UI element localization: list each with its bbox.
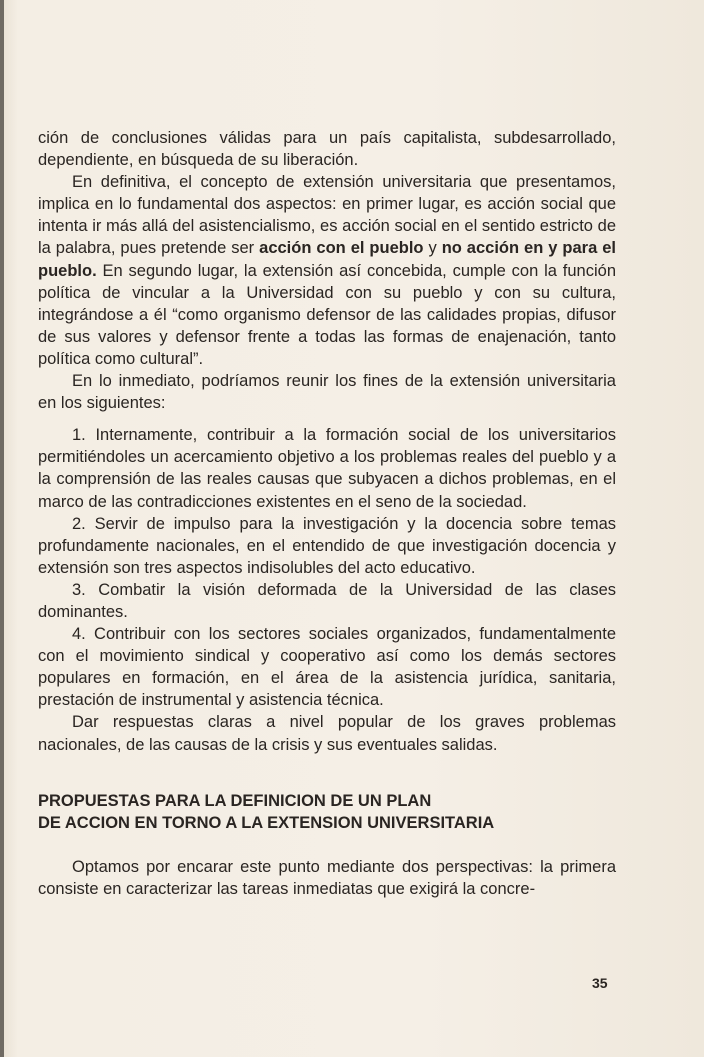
- paragraph-text: y: [423, 239, 442, 258]
- list-item: 2. Servir de impulso para la investigación y la docencia sobre temas profundamente nacionales, en el entendido de que investigación docencia y extensión son tres aspectos indisolubles del acto educativo.: [38, 514, 616, 577]
- paragraph-text: En definitiva, el concepto de extensión universitaria que presentamos, implica en lo fundamental dos aspectos: en primer lugar, es acción social que intenta ir más allá del asistencialismo, es acción social en el sentido estricto de la palabra, pues pretende ser: [38, 173, 616, 258]
- paragraph-definition: [38, 171, 616, 370]
- list-item: 1. Internamente, contribuir a la formación social de los universitarios permitiéndoles un acercamiento objetivo a los problemas reales del pueblo y a la comprensión de las reales causas que subyacen a dichos problemas, en el marco de las contradicciones existentes en el seno de la sociedad.: [38, 426, 616, 511]
- section-heading: [38, 790, 616, 834]
- spacer: [38, 414, 616, 424]
- list-item: 3. Combatir la visión deformada de la Universidad de las clases dominantes.: [38, 580, 616, 621]
- spacer: [38, 834, 616, 856]
- bold-phrase: no acción en y para el pueblo.: [38, 239, 616, 280]
- bold-phrase: acción con el pueblo: [259, 239, 424, 258]
- heading-line: DE ACCION EN TORNO A LA EXTENSION UNIVERSITARIA: [38, 813, 495, 832]
- paragraph-responses: Dar respuestas claras a nivel popular de los graves problemas nacionales, de las causas de la crisis y sus eventuales salidas.: [38, 713, 616, 754]
- list-item: 4. Contribuir con los sectores sociales organizados, fundamentalmente con el movimiento sindical y cooperativo así como los demás sectores populares en formación, en el área de la asistencia jurídica, sanitaria, prestación de instrumental y asistencia técnica.: [38, 625, 616, 710]
- page-number: 35: [592, 975, 608, 991]
- paragraph-intro-list: En lo inmediato, podríamos reunir los fines de la extensión universitaria en los siguientes:: [38, 372, 616, 413]
- paragraph-text: En segundo lugar, la extensión así concebida, cumple con la función política de vincular a la Universidad con su pueblo y con su cultura, integrándose a él “como organismo defensor de las calidades propias, difusor de sus valores y defensor frente a todas las formas de enajenación, tanto política como cultural”.: [38, 261, 616, 368]
- paragraph-continuation: ción de conclusiones válidas para un país capitalista, subdesarrollado, dependiente, en búsqueda de su liberación.: [38, 129, 616, 170]
- spacer: [38, 756, 616, 790]
- heading-line: PROPUESTAS PARA LA DEFINICION DE UN PLAN: [38, 791, 432, 810]
- page-spine-edge: [0, 0, 4, 1057]
- paragraph-perspectives: Optamos por encarar este punto mediante dos perspectivas: la primera consiste en caracterizar las tareas inmediatas que exigirá la concre-: [38, 857, 616, 898]
- page-body: [38, 127, 616, 900]
